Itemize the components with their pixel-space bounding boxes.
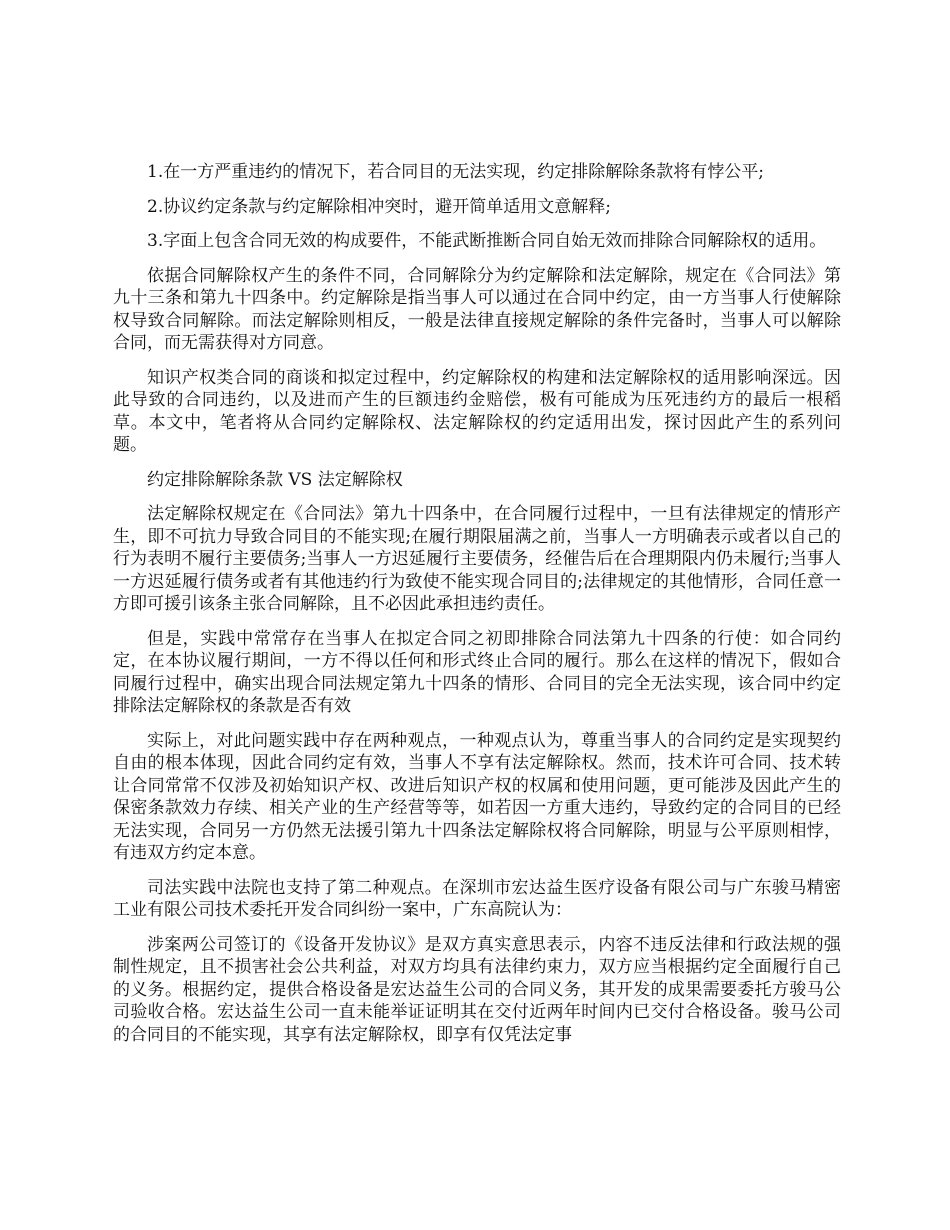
paragraph: 但是，实践中常常存在当事人在拟定合同之初即排除合同法第九十四条的行使：如合同约定，在本协议履行期间，一方不得以任何和形式终止合同的履行。那么在这样的情况下，假如合同履行过程中，确实出现合同法规定第九十四条的情形、合同目的完全无法实现，该合同中约定排除法定解除权的条款是否有效 [113, 628, 841, 716]
paragraph: 2.协议约定条款与约定解除相冲突时，避开简单适用文意解释; [147, 196, 611, 217]
paragraph: 1.在一方严重违约的情况下，若合同目的无法实现，约定排除解除条款将有悖公平; [147, 162, 764, 182]
paragraph: 3.字面上包含合同无效的构成要件，不能武断推断合同自始无效而排除合同解除权的适用。 [147, 231, 827, 251]
document-body [113, 161, 841, 1058]
section-heading: 约定排除解除条款 VS 法定解除权 [147, 469, 403, 490]
paragraph: 依据合同解除权产生的条件不同，合同解除分为约定解除和法定解除，规定在《合同法》第九十三条和第九十四条中。约定解除是指当事人可以通过在合同中约定，由一方当事人行使解除权导致合同解除。而法定解除则相反，一般是法律直接规定解除的条件完备时，当事人可以解除合同，而无需获得对方同意。 [113, 265, 841, 353]
paragraph: 涉案两公司签订的《设备开发协议》是双方真实意思表示，内容不违反法律和行政法规的强制性规定，且不损害社会公共利益，对双方均具有法律约束力，双方应当根据约定全面履行自己的义务。根据约定，提供合格设备是宏达益生公司的合同义务，其开发的成果需要委托方骏马公司验收合格。宏达益生公司一直未能举证证明其在交付近两年时间内已交付合格设备。骏马公司的合同目的不能实现，其享有法定解除权，即享有仅凭法定事 [113, 934, 841, 1045]
paragraph: 实际上，对此问题实践中存在两种观点，一种观点认为，尊重当事人的合同约定是实现契约自由的根本体现，因此合同约定有效，当事人不享有法定解除权。然而，技术许可合同、技术转让合同常常不仅涉及初始知识产权、改进后知识产权的权属和使用问题，更可能涉及因此产生的保密条款效力存续、相关产业的生产经营等等，如若因一方重大违约，导致约定的合同目的已经无法实现，合同另一方仍然无法援引第九十四条法定解除权将合同解除，明显与公平原则相悖，有违双方约定本意。 [113, 730, 841, 863]
paragraph: 知识产权类合同的商谈和拟定过程中，约定解除权的构建和法定解除权的适用影响深远。因此导致的合同违约，以及进而产生的巨额违约金赔偿，极有可能成为压死违约方的最后一根稻草。本文中，笔者将从合同约定解除权、法定解除权的约定适用出发，探讨因此产生的系列问题。 [113, 367, 841, 455]
paragraph: 法定解除权规定在《合同法》第九十四条中，在合同履行过程中，一旦有法律规定的情形产生，即不可抗力导致合同目的不能实现;在履行期限届满之前，当事人一方明确表示或者以自己的行为表明不履行主要债务;当事人一方迟延履行主要债务，经催告后在合理期限内仍未履行;当事人一方迟延履行债务或者有其他违约行为致使不能实现合同目的;法律规定的其他情形，合同任意一方即可援引该条主张合同解除，且不必因此承担违约责任。 [113, 504, 841, 614]
paragraph: 司法实践中法院也支持了第二种观点。在深圳市宏达益生医疗设备有限公司与广东骏马精密工业有限公司技术委托开发合同纠纷一案中，广东高院认为： [113, 877, 841, 920]
